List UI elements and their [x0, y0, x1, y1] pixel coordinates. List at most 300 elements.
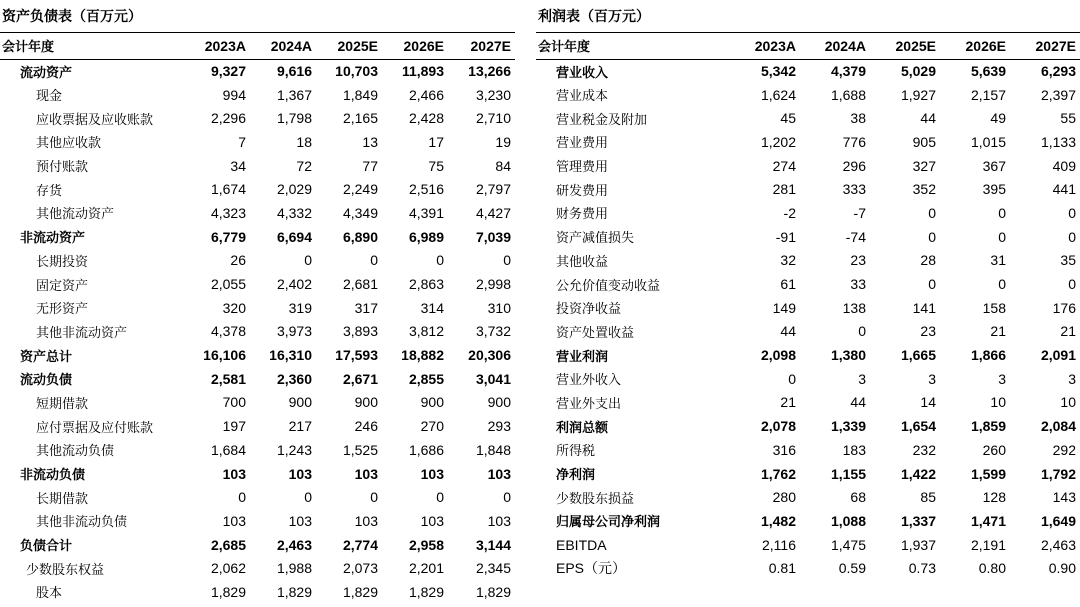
- cell-value: 103: [487, 465, 511, 482]
- cell-value: 333: [842, 181, 866, 198]
- cell-value: 72: [296, 157, 312, 174]
- row-label: 营业外支出: [556, 396, 622, 412]
- cell-value: 176: [1052, 299, 1076, 316]
- cell-value: 103: [420, 512, 444, 529]
- row-label: 资产总计: [20, 349, 73, 365]
- cell-value: 17,593: [335, 347, 378, 364]
- row-label: 资产减值损失: [556, 231, 635, 247]
- balance-sheet-table: [0, 33, 515, 604]
- income-statement-body: [536, 59, 1080, 580]
- cell-value: 3,732: [475, 323, 511, 340]
- year-header: 2026E: [382, 33, 448, 59]
- cell-value: 44: [850, 394, 866, 411]
- table-row: [536, 320, 1080, 344]
- cell-value: 4,391: [408, 204, 444, 221]
- cell-value: 1,829: [475, 583, 511, 600]
- cell-value: 0: [928, 276, 936, 293]
- row-label: EBITDA: [556, 536, 607, 553]
- table-row: [0, 296, 515, 320]
- row-label: 研发费用: [556, 183, 609, 199]
- cell-value: 13,266: [468, 63, 511, 80]
- cell-value: 317: [354, 299, 378, 316]
- header-label: 会计年度: [536, 33, 734, 59]
- year-header: 2027E: [448, 33, 515, 59]
- cell-value: 2,402: [276, 276, 312, 293]
- cell-value: 292: [1052, 441, 1076, 458]
- cell-value: 2,078: [760, 418, 796, 435]
- cell-value: 2,397: [1040, 86, 1076, 103]
- year-header: 2024A: [800, 33, 870, 59]
- cell-value: 246: [354, 418, 378, 435]
- cell-value: 5,342: [760, 63, 796, 80]
- table-row: [0, 367, 515, 391]
- cell-value: 149: [772, 299, 796, 316]
- cell-value: 45: [780, 110, 796, 127]
- table-row: [0, 106, 515, 130]
- cell-value: 103: [487, 512, 511, 529]
- cell-value: 776: [842, 133, 866, 150]
- cell-value: 2,249: [342, 181, 378, 198]
- table-row: [0, 177, 515, 201]
- table-row: [536, 249, 1080, 273]
- cell-value: 2,516: [408, 181, 444, 198]
- cell-value: 32: [780, 252, 796, 269]
- cell-value: 310: [487, 299, 511, 316]
- cell-value: 6,293: [1040, 63, 1076, 80]
- cell-value: 0: [1068, 204, 1076, 221]
- year-header: 2025E: [870, 33, 940, 59]
- balance-sheet-header-row: [0, 33, 515, 59]
- row-label: 其他非流动资产: [36, 325, 128, 341]
- cell-value: 1,649: [1040, 512, 1076, 529]
- table-row: [0, 249, 515, 273]
- row-label: 非流动负债: [20, 468, 86, 484]
- table-row: [0, 154, 515, 178]
- cell-value: 18: [296, 133, 312, 150]
- cell-value: 3: [1068, 370, 1076, 387]
- cell-value: 3: [998, 370, 1006, 387]
- cell-value: 409: [1052, 157, 1076, 174]
- cell-value: 2,084: [1040, 418, 1076, 435]
- cell-value: 0: [370, 489, 378, 506]
- cell-value: 26: [230, 252, 246, 269]
- cell-value: 1,684: [210, 441, 246, 458]
- cell-value: 2,863: [408, 276, 444, 293]
- year-header: 2023A: [188, 33, 250, 59]
- cell-value: 1,829: [276, 583, 312, 600]
- cell-value: 4,332: [276, 204, 312, 221]
- cell-value: 2,360: [276, 370, 312, 387]
- cell-value: 994: [222, 86, 246, 103]
- cell-value: 183: [842, 441, 866, 458]
- row-label: 少数股东权益: [26, 562, 105, 578]
- table-row: [0, 272, 515, 296]
- cell-value: 9,327: [210, 63, 246, 80]
- cell-value: 352: [912, 181, 936, 198]
- cell-value: 4,323: [210, 204, 246, 221]
- table-row: [536, 509, 1080, 533]
- cell-value: 1,525: [342, 441, 378, 458]
- row-label: 其他收益: [556, 254, 609, 270]
- row-label: 少数股东损益: [556, 491, 635, 507]
- cell-value: 0.90: [1048, 560, 1076, 577]
- cell-value: 1,599: [970, 465, 1006, 482]
- cell-value: 1,674: [210, 181, 246, 198]
- cell-value: 2,774: [342, 536, 378, 553]
- row-label: 管理费用: [556, 160, 609, 176]
- cell-value: 23: [920, 323, 936, 340]
- cell-value: 2,681: [342, 276, 378, 293]
- table-row: [0, 201, 515, 225]
- cell-value: 14: [920, 394, 936, 411]
- balance-sheet-title: 资产负债表（百万元）: [0, 0, 515, 33]
- cell-value: -74: [845, 228, 866, 245]
- year-header: 2025E: [316, 33, 382, 59]
- cell-value: 0: [503, 252, 511, 269]
- cell-value: 28: [920, 252, 936, 269]
- cell-value: 1,422: [900, 465, 936, 482]
- cell-value: 61: [780, 276, 796, 293]
- cell-value: 138: [842, 299, 866, 316]
- cell-value: 13: [362, 133, 378, 150]
- row-label: 其他流动负债: [36, 444, 115, 460]
- row-label: 流动负债: [20, 373, 73, 389]
- row-label: 营业税金及附加: [556, 112, 648, 128]
- cell-value: 0: [436, 252, 444, 269]
- cell-value: 2,191: [970, 536, 1006, 553]
- cell-value: 38: [850, 110, 866, 127]
- cell-value: 103: [354, 465, 378, 482]
- cell-value: 1,937: [900, 536, 936, 553]
- cell-value: 905: [912, 133, 936, 150]
- row-label: 其他应收款: [36, 136, 102, 152]
- cell-value: 0: [304, 252, 312, 269]
- cell-value: 1,088: [830, 512, 866, 529]
- cell-value: 1,829: [342, 583, 378, 600]
- row-label: 归属母公司净利润: [556, 515, 661, 531]
- cell-value: 2,201: [408, 560, 444, 577]
- cell-value: 6,890: [342, 228, 378, 245]
- cell-value: 217: [288, 418, 312, 435]
- cell-value: 0: [998, 276, 1006, 293]
- cell-value: 1,859: [970, 418, 1006, 435]
- row-label: 固定资产: [36, 278, 89, 294]
- table-row: [0, 580, 515, 604]
- cell-value: 0.73: [908, 560, 936, 577]
- cell-value: 0: [436, 489, 444, 506]
- cell-value: 3,893: [342, 323, 378, 340]
- table-row: [536, 438, 1080, 462]
- cell-value: 1,243: [276, 441, 312, 458]
- cell-value: -2: [783, 204, 796, 221]
- cell-value: 319: [288, 299, 312, 316]
- cell-value: 0: [304, 489, 312, 506]
- cell-value: 270: [420, 418, 444, 435]
- cell-value: 0.81: [768, 560, 796, 577]
- table-row: [0, 509, 515, 533]
- cell-value: 141: [912, 299, 936, 316]
- cell-value: 1,927: [900, 86, 936, 103]
- cell-value: 2,466: [408, 86, 444, 103]
- income-statement-table: [536, 33, 1080, 580]
- cell-value: 7,039: [475, 228, 511, 245]
- row-label: 流动资产: [20, 65, 73, 81]
- cell-value: 21: [1060, 323, 1076, 340]
- cell-value: 1,798: [276, 110, 312, 127]
- cell-value: 3,144: [475, 536, 511, 553]
- table-row: [536, 225, 1080, 249]
- year-header: 2023A: [734, 33, 800, 59]
- cell-value: 900: [487, 394, 511, 411]
- table-row: [536, 83, 1080, 107]
- row-label: 存货: [36, 183, 63, 199]
- cell-value: 17: [428, 133, 444, 150]
- table-row: [0, 83, 515, 107]
- cell-value: 1,829: [210, 583, 246, 600]
- cell-value: 23: [850, 252, 866, 269]
- year-header: 2026E: [940, 33, 1010, 59]
- cell-value: 2,073: [342, 560, 378, 577]
- cell-value: 6,989: [408, 228, 444, 245]
- cell-value: 0: [788, 370, 796, 387]
- cell-value: 2,157: [970, 86, 1006, 103]
- cell-value: 900: [420, 394, 444, 411]
- cell-value: 1,471: [970, 512, 1006, 529]
- cell-value: 700: [222, 394, 246, 411]
- cell-value: 16,310: [269, 347, 312, 364]
- cell-value: 1,866: [970, 347, 1006, 364]
- row-label: 短期借款: [36, 396, 89, 412]
- cell-value: 1,665: [900, 347, 936, 364]
- row-label: 现金: [36, 89, 63, 105]
- cell-value: 1,848: [475, 441, 511, 458]
- cell-value: 1,624: [760, 86, 796, 103]
- cell-value: 34: [230, 157, 246, 174]
- cell-value: 44: [920, 110, 936, 127]
- cell-value: 0: [998, 204, 1006, 221]
- cell-value: 1,849: [342, 86, 378, 103]
- cell-value: 6,694: [276, 228, 312, 245]
- header-label: 会计年度: [0, 33, 188, 59]
- cell-value: 44: [780, 323, 796, 340]
- row-label: 其他非流动负债: [36, 515, 128, 531]
- cell-value: 0: [503, 489, 511, 506]
- cell-value: 367: [982, 157, 1006, 174]
- row-label: 长期投资: [36, 254, 89, 270]
- row-label: 营业利润: [556, 349, 609, 365]
- cell-value: 35: [1060, 252, 1076, 269]
- cell-value: 1,155: [830, 465, 866, 482]
- cell-value: 2,062: [210, 560, 246, 577]
- cell-value: 3: [858, 370, 866, 387]
- cell-value: 103: [288, 512, 312, 529]
- table-row: [536, 177, 1080, 201]
- cell-value: 10: [1060, 394, 1076, 411]
- table-row: [0, 343, 515, 367]
- cell-value: 18,882: [401, 347, 444, 364]
- cell-value: 20,306: [468, 347, 511, 364]
- cell-value: 1,688: [830, 86, 866, 103]
- cell-value: 31: [990, 252, 1006, 269]
- table-row: [0, 485, 515, 509]
- cell-value: 19: [495, 133, 511, 150]
- cell-value: 2,029: [276, 181, 312, 198]
- row-label: 其他流动资产: [36, 207, 115, 223]
- income-statement-header-row: [536, 33, 1080, 59]
- table-row: [536, 272, 1080, 296]
- table-row: [0, 59, 515, 83]
- cell-value: 900: [354, 394, 378, 411]
- row-label: 公允价值变动收益: [556, 278, 661, 294]
- cell-value: 0: [998, 228, 1006, 245]
- cell-value: 85: [920, 489, 936, 506]
- row-label: 营业成本: [556, 89, 609, 105]
- cell-value: 10: [990, 394, 1006, 411]
- table-row: [536, 391, 1080, 415]
- cell-value: 232: [912, 441, 936, 458]
- cell-value: 2,958: [408, 536, 444, 553]
- cell-value: 103: [354, 512, 378, 529]
- cell-value: 1,792: [1040, 465, 1076, 482]
- cell-value: 2,710: [475, 110, 511, 127]
- cell-value: 2,116: [762, 536, 796, 553]
- row-label: 应收票据及应收账款: [36, 112, 154, 128]
- table-row: [536, 59, 1080, 83]
- cell-value: 296: [842, 157, 866, 174]
- table-row: [536, 154, 1080, 178]
- cell-value: 49: [990, 110, 1006, 127]
- row-label: 营业费用: [556, 136, 609, 152]
- cell-value: 2,855: [408, 370, 444, 387]
- cell-value: 316: [772, 441, 796, 458]
- cell-value: 2,581: [210, 370, 246, 387]
- cell-value: 1,133: [1040, 133, 1076, 150]
- cell-value: 1,829: [408, 583, 444, 600]
- cell-value: 84: [495, 157, 511, 174]
- cell-value: 1,202: [760, 133, 796, 150]
- cell-value: 1,015: [970, 133, 1006, 150]
- row-label: 所得税: [556, 444, 596, 460]
- cell-value: 3,230: [475, 86, 511, 103]
- table-row: [536, 367, 1080, 391]
- cell-value: 2,296: [210, 110, 246, 127]
- cell-value: 314: [420, 299, 444, 316]
- cell-value: 2,463: [1040, 536, 1076, 553]
- cell-value: 2,165: [342, 110, 378, 127]
- cell-value: 1,475: [830, 536, 866, 553]
- cell-value: 4,379: [830, 63, 866, 80]
- cell-value: 103: [222, 465, 246, 482]
- cell-value: 327: [912, 157, 936, 174]
- cell-value: 1,339: [830, 418, 866, 435]
- table-row: [536, 485, 1080, 509]
- row-label: 营业外收入: [556, 373, 622, 389]
- cell-value: 1,988: [276, 560, 312, 577]
- table-row: [0, 533, 515, 557]
- cell-value: 260: [982, 441, 1006, 458]
- row-label: 股本: [36, 586, 63, 602]
- cell-value: 55: [1060, 110, 1076, 127]
- cell-value: 0: [370, 252, 378, 269]
- cell-value: 280: [772, 489, 796, 506]
- cell-value: -7: [853, 204, 866, 221]
- cell-value: 4,427: [475, 204, 511, 221]
- cell-value: 1,380: [830, 347, 866, 364]
- row-label: 资产处置收益: [556, 325, 635, 341]
- row-label: 长期借款: [36, 491, 89, 507]
- year-header: 2024A: [250, 33, 316, 59]
- cell-value: 900: [288, 394, 312, 411]
- cell-value: 3,041: [475, 370, 511, 387]
- table-row: [0, 391, 515, 415]
- table-row: [0, 556, 515, 580]
- cell-value: 0.80: [978, 560, 1006, 577]
- table-row: [536, 343, 1080, 367]
- cell-value: 7: [238, 133, 246, 150]
- cell-value: 3: [928, 370, 936, 387]
- row-label: 营业收入: [556, 65, 609, 81]
- cell-value: 1,686: [408, 441, 444, 458]
- cell-value: 5,029: [900, 63, 936, 80]
- cell-value: 293: [487, 418, 511, 435]
- cell-value: 2,998: [475, 276, 511, 293]
- cell-value: 274: [772, 157, 796, 174]
- table-row: [536, 296, 1080, 320]
- table-row: [536, 556, 1080, 580]
- cell-value: 1,337: [900, 512, 936, 529]
- table-row: [0, 462, 515, 486]
- cell-value: 2,091: [1040, 347, 1076, 364]
- cell-value: 2,797: [475, 181, 511, 198]
- row-label: 利润总额: [556, 420, 609, 436]
- row-label: EPS（元）: [556, 560, 627, 577]
- cell-value: 77: [362, 157, 378, 174]
- balance-sheet-panel: [0, 0, 515, 604]
- cell-value: 3,812: [408, 323, 444, 340]
- table-row: [536, 201, 1080, 225]
- cell-value: 0: [1068, 228, 1076, 245]
- cell-value: 4,378: [210, 323, 246, 340]
- row-label: 应付票据及应付账款: [36, 420, 154, 436]
- cell-value: 10,703: [335, 63, 378, 80]
- cell-value: 16,106: [203, 347, 246, 364]
- cell-value: 0: [928, 204, 936, 221]
- table-row: [0, 438, 515, 462]
- table-row: [536, 533, 1080, 557]
- cell-value: 1,762: [760, 465, 796, 482]
- cell-value: 11,893: [401, 63, 444, 80]
- cell-value: 33: [850, 276, 866, 293]
- cell-value: 68: [850, 489, 866, 506]
- cell-value: 441: [1052, 181, 1076, 198]
- cell-value: 21: [780, 394, 796, 411]
- cell-value: 103: [420, 465, 444, 482]
- cell-value: 395: [982, 181, 1006, 198]
- table-row: [536, 130, 1080, 154]
- cell-value: 128: [982, 489, 1006, 506]
- cell-value: 0.59: [838, 560, 866, 577]
- cell-value: 2,463: [276, 536, 312, 553]
- cell-value: 103: [222, 512, 246, 529]
- cell-value: 281: [772, 181, 796, 198]
- balance-sheet-body: [0, 59, 515, 604]
- cell-value: 1,654: [900, 418, 936, 435]
- row-label: 财务费用: [556, 207, 609, 223]
- table-row: [0, 414, 515, 438]
- income-statement-panel: [536, 0, 1080, 580]
- cell-value: 158: [982, 299, 1006, 316]
- row-label: 净利润: [556, 468, 596, 484]
